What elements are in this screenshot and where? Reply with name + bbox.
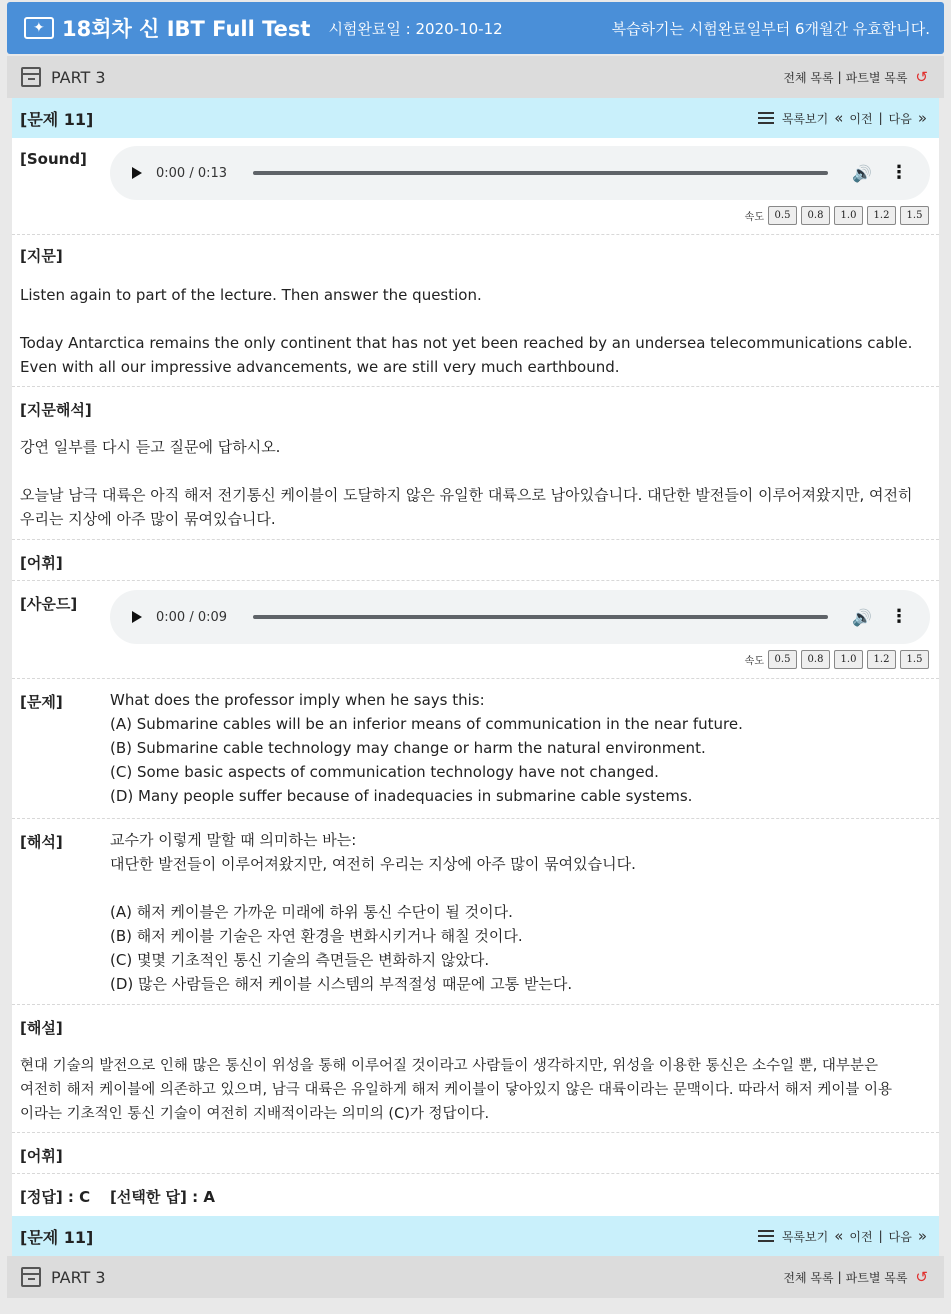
speed-button[interactable]: 0.8 [801,650,830,669]
sparkle-icon [24,17,54,39]
volume-icon[interactable]: 🔊 [852,163,872,183]
next-link[interactable]: 다음 [888,111,912,126]
play-icon[interactable] [132,167,142,179]
speed-label: 속도 [744,212,764,223]
separator: | [878,1229,883,1243]
translation-stem: 교수가 이렇게 말할 때 의미하는 바는: [110,831,357,849]
return-icon[interactable]: ↺ [915,68,928,86]
speed-controls [745,650,929,669]
translation-line: 우리는 지상에 아주 많이 묶여있습니다. [20,510,276,528]
sound2-section [12,581,939,679]
explanation-line: 여전히 해저 케이블에 의존하고 있으며, 남극 대륙은 유일하게 해저 케이블이 닿아있지 않은 대륙이라는 문맥이다. 따라서 해저 케이블 이용 [20,1082,892,1098]
translation-section [12,819,939,1005]
all-list-link[interactable]: 전체 목록 [783,70,834,85]
part-bar-bottom [7,1256,944,1298]
double-chevron-left-icon[interactable]: « [834,1227,844,1245]
all-list-link[interactable]: 전체 목록 [783,1270,834,1285]
explanation-line: 현대 기술의 발전으로 인해 많은 통신이 위성을 통해 이루어질 것이라고 사람들이 생각하지만, 위성을 이용한 통신은 소수일 뿐, 대부분은 [20,1058,878,1074]
passage-translation-label: [지문해석] [20,401,92,419]
speed-button[interactable]: 1.5 [900,650,929,669]
sound-label: [Sound] [20,150,87,168]
part-list-link[interactable]: 파트별 목록 [845,1270,908,1285]
selected-answer: [선택한 답] : A [110,1188,215,1206]
double-chevron-right-icon[interactable]: » [917,109,927,127]
vocab-label: [어휘] [20,1147,63,1165]
vocab-label: [어휘] [20,554,63,572]
archive-icon [21,1267,41,1287]
passage-translation-text [20,435,913,531]
part-bar-top [7,56,944,98]
translation-option: (B) 해저 케이블 기술은 자연 환경을 변화시키거나 해칠 것이다. [110,927,523,945]
separator: | [878,111,883,125]
part-label: PART 3 [51,1267,106,1287]
vocab-section [12,1133,939,1174]
more-options-icon[interactable]: ⋮ [890,162,908,183]
part-label: PART 3 [51,67,106,87]
answer-section [12,1174,939,1216]
speed-controls [745,206,929,225]
part-links [783,68,928,86]
return-icon[interactable]: ↺ [915,1268,928,1286]
question-nav [758,1227,927,1245]
translation-text [110,828,636,996]
audio-player[interactable] [110,146,930,200]
speed-button[interactable]: 1.2 [867,206,896,225]
speed-label: 속도 [744,656,764,667]
next-link[interactable]: 다음 [888,1229,912,1244]
question-text [110,688,743,808]
translation-option: (D) 많은 사람들은 해저 케이블 시스템의 부적절성 때문에 고통 받는다. [110,975,573,993]
separator: | [837,1270,842,1284]
list-view-link[interactable]: 목록보기 [781,111,829,126]
completion-date: 시험완료일 : 2020-10-12 [328,19,503,38]
passage-label: [지문] [20,247,63,265]
translation-line: 오늘날 남극 대륙은 아직 해저 전기통신 케이블이 도달하지 않은 유일한 대륙으로 남아있습니다. 대단한 발전들이 이루어져왔지만, 여전히 [20,486,913,504]
list-view-link[interactable]: 목록보기 [781,1229,829,1244]
sound-section [12,138,939,235]
explanation-text [20,1054,892,1126]
audio-player[interactable] [110,590,930,644]
part-links [783,1268,928,1286]
audio-time: 0:00 / 0:09 [156,609,228,625]
passage-translation-section [12,387,939,540]
speed-button[interactable]: 1.2 [867,650,896,669]
part-list-link[interactable]: 파트별 목록 [845,70,908,85]
audio-progress-track[interactable] [253,171,828,175]
question-section [12,679,939,819]
archive-icon [21,67,41,87]
explanation-label: [해설] [20,1019,63,1037]
speed-button[interactable]: 1.0 [834,206,863,225]
question-label: [문제] [20,693,63,711]
double-chevron-right-icon[interactable]: » [917,1227,927,1245]
explanation-section [12,1005,939,1133]
app-header [7,2,944,54]
menu-icon[interactable] [758,1230,774,1242]
speed-button[interactable]: 0.8 [801,206,830,225]
speed-button[interactable]: 1.5 [900,206,929,225]
test-title: 18회차 신 IBT Full Test [62,17,311,41]
passage-section [12,235,939,387]
question-nav-bottom [12,1216,939,1256]
menu-icon[interactable] [758,112,774,124]
more-options-icon[interactable]: ⋮ [890,606,908,627]
prev-link[interactable]: 이전 [849,111,873,126]
speed-button[interactable]: 1.0 [834,650,863,669]
vocab-section [12,540,939,581]
separator: | [837,70,842,84]
question-nav-top [12,98,939,138]
question-stem: What does the professor imply when he says this: [110,691,485,709]
speed-button[interactable]: 0.5 [768,206,797,225]
validity-note: 복습하기는 시험완료일부터 6개월간 유효합니다. [611,19,930,38]
explanation-line: 이라는 기초적인 통신 기술이 여전히 지배적이라는 의미의 (C)가 정답이다. [20,1106,490,1122]
translation-option: (A) 해저 케이블은 가까운 미래에 하위 통신 수단이 될 것이다. [110,903,513,921]
question-option: (A) Submarine cables will be an inferior means of communication in the near future. [110,715,743,733]
passage-line: Listen again to part of the lecture. Then answer the question. [20,286,482,304]
passage-line: Today Antarctica remains the only continent that has not yet been reached by an undersea telecommunications cable. [20,334,913,352]
correct-answer: [정답] : C [20,1188,91,1206]
question-number: [문제 11] [20,1227,94,1247]
question-number: [문제 11] [20,109,94,129]
audio-time: 0:00 / 0:13 [156,165,228,181]
volume-icon[interactable]: 🔊 [852,607,872,627]
question-option: (C) Some basic aspects of communication technology have not changed. [110,763,659,781]
translation-stem: 대단한 발전들이 이루어져왔지만, 여전히 우리는 지상에 아주 많이 묶여있습니다. [110,855,636,873]
translation-label: [해석] [20,833,63,851]
translation-option: (C) 몇몇 기초적인 통신 기술의 측면들은 변화하지 않았다. [110,951,490,969]
question-option: (B) Submarine cable technology may change or harm the natural environment. [110,739,706,757]
audio-progress-track[interactable] [253,615,828,619]
double-chevron-left-icon[interactable]: « [834,109,844,127]
speed-button[interactable]: 0.5 [768,650,797,669]
translation-line: 강연 일부를 다시 듣고 질문에 답하시오. [20,438,281,456]
play-icon[interactable] [132,611,142,623]
passage-text [20,283,912,379]
question-nav [758,109,927,127]
sound2-label: [사운드] [20,595,78,613]
prev-link[interactable]: 이전 [849,1229,873,1244]
passage-line: Even with all our impressive advancements, we are still very much earthbound. [20,358,620,376]
question-option: (D) Many people suffer because of inadequacies in submarine cable systems. [110,787,693,805]
